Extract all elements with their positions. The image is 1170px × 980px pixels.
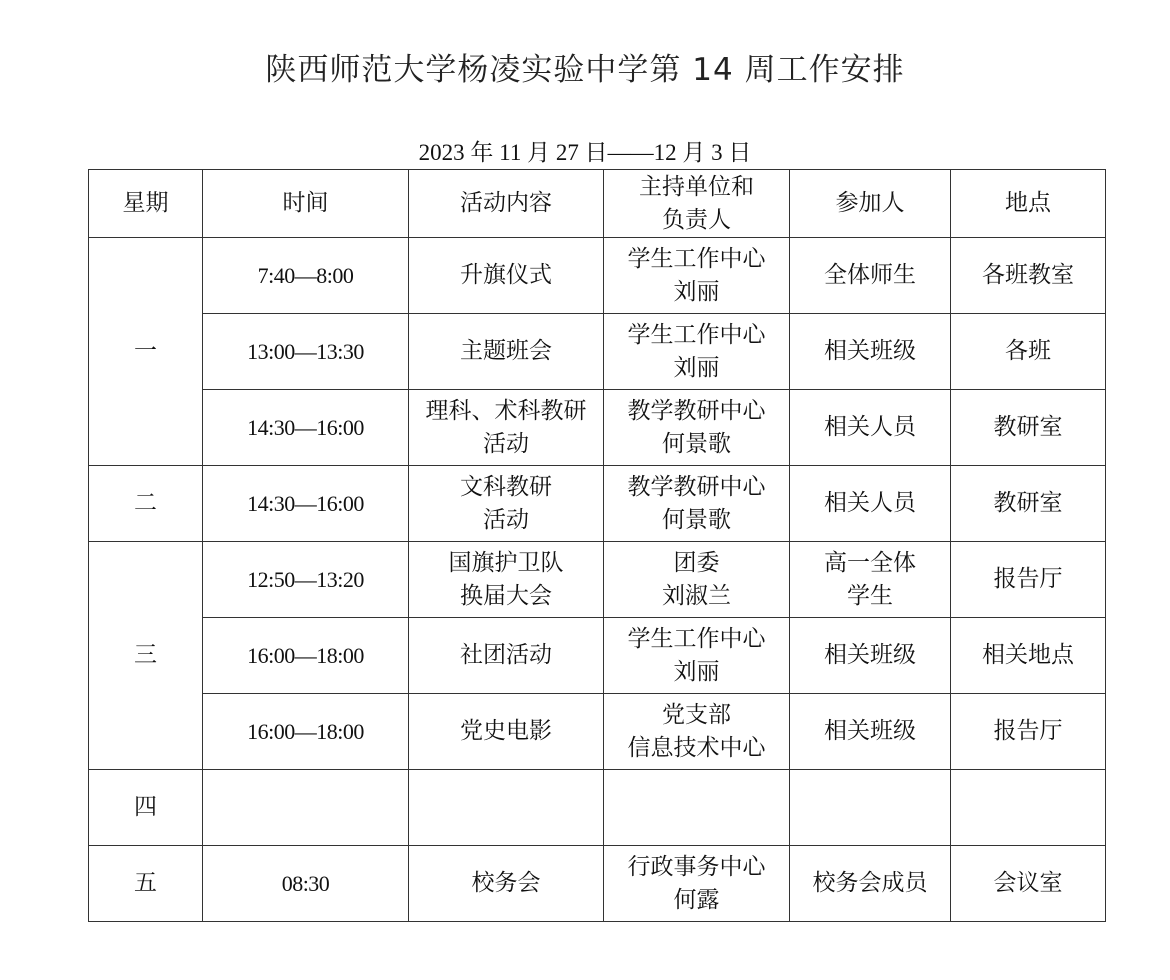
host-cell: [604, 238, 790, 314]
table-row: [89, 238, 1106, 314]
header-host-line2: 负责人: [662, 206, 731, 233]
activity-line: 文科教研: [460, 473, 552, 500]
host-unit: 学生工作中心: [627, 321, 766, 348]
activity-cell: [409, 314, 604, 390]
host-unit: 教学教研中心: [627, 397, 766, 424]
host-unit: 党支部: [662, 701, 731, 728]
participants-cell: [790, 618, 951, 694]
day-cell-monday: 一: [89, 238, 203, 466]
time-cell: 13:00—13:30: [203, 314, 409, 390]
participants-cell: [790, 694, 951, 770]
participants-cell: [790, 238, 951, 314]
header-time: 时间: [203, 170, 409, 238]
location-cell: 报告厅: [951, 542, 1106, 618]
activity-line: 活动: [483, 430, 529, 457]
day-cell-tuesday: 二: [89, 466, 203, 542]
time-cell: 12:50—13:20: [203, 542, 409, 618]
table-header-row: [89, 170, 1106, 238]
activity-line: 活动: [483, 506, 529, 533]
activity-line: 理科、术科教研: [425, 397, 587, 424]
host-unit: 行政事务中心: [627, 853, 766, 880]
host-person: 刘丽: [673, 354, 720, 381]
host-person: 刘丽: [673, 278, 720, 305]
header-host-line1: 主持单位和: [639, 173, 754, 200]
document-title: 陕西师范大学杨凌实验中学第 14 周工作安排: [265, 52, 905, 88]
date-range: 2023 年 11 月 27 日——12 月 3 日: [418, 140, 752, 165]
participants-line: 相关人员: [824, 414, 916, 440]
host-cell: [604, 694, 790, 770]
time-cell: 16:00—18:00: [203, 618, 409, 694]
participants-cell: [790, 542, 951, 618]
location-cell: 会议室: [951, 846, 1106, 922]
header-activity: 活动内容: [409, 170, 604, 238]
table-row: [89, 390, 1106, 466]
host-cell: [604, 846, 790, 922]
activity-cell: [409, 618, 604, 694]
location-cell: 教研室: [951, 390, 1106, 466]
host-person: 何景歌: [662, 430, 731, 457]
host-cell: [604, 314, 790, 390]
host-unit: 团委: [673, 549, 720, 576]
host-cell: [604, 618, 790, 694]
activity-cell: [409, 694, 604, 770]
host-cell: [604, 390, 790, 466]
activity-line: 主题班会: [460, 338, 552, 364]
host-person: 信息技术中心: [627, 734, 766, 761]
participants-cell: [790, 846, 951, 922]
activity-line: 国旗护卫队: [448, 549, 564, 576]
location-cell: [951, 770, 1106, 846]
header-participants: 参加人: [790, 170, 951, 238]
host-unit: 教学教研中心: [627, 473, 766, 500]
activity-line: 党史电影: [460, 718, 552, 744]
activity-cell: [409, 542, 604, 618]
activity-cell: [409, 390, 604, 466]
time-cell: 08:30: [203, 846, 409, 922]
activity-cell: [409, 238, 604, 314]
host-person: 何景歌: [662, 506, 731, 533]
table-row: [89, 314, 1106, 390]
location-cell: 相关地点: [951, 618, 1106, 694]
participants-line: 相关班级: [824, 338, 916, 364]
location-cell: 各班教室: [951, 238, 1106, 314]
time-cell: 16:00—18:00: [203, 694, 409, 770]
table-row: [89, 466, 1106, 542]
table-row: [89, 846, 1106, 922]
header-location: 地点: [951, 170, 1106, 238]
day-cell-thursday: 四: [89, 770, 203, 846]
host-person: 何露: [673, 886, 720, 913]
time-cell: 14:30—16:00: [203, 390, 409, 466]
header-host: [604, 170, 790, 238]
day-cell-friday: 五: [89, 846, 203, 922]
location-cell: 报告厅: [951, 694, 1106, 770]
activity-cell: [409, 846, 604, 922]
host-cell: [604, 770, 790, 846]
time-cell: 7:40—8:00: [203, 238, 409, 314]
table-row: [89, 542, 1106, 618]
participants-cell: [790, 466, 951, 542]
host-cell: [604, 542, 790, 618]
location-cell: 各班: [951, 314, 1106, 390]
host-unit: 学生工作中心: [627, 625, 766, 652]
participants-line: 高一全体: [824, 549, 916, 576]
participants-line: 相关人员: [824, 490, 916, 516]
activity-line: 升旗仪式: [460, 262, 552, 288]
time-cell: [203, 770, 409, 846]
activity-cell: [409, 466, 604, 542]
day-cell-wednesday: 三: [89, 542, 203, 770]
participants-line: 全体师生: [824, 262, 916, 288]
participants-cell: [790, 390, 951, 466]
schedule-table: [88, 169, 1106, 922]
header-day: 星期: [89, 170, 203, 238]
table-row: [89, 618, 1106, 694]
activity-line: 校务会: [471, 870, 541, 896]
table-row: [89, 694, 1106, 770]
participants-line: 相关班级: [824, 642, 916, 668]
participants-cell: [790, 314, 951, 390]
participants-cell: [790, 770, 951, 846]
time-cell: 14:30—16:00: [203, 466, 409, 542]
table-row: [89, 770, 1106, 846]
activity-line: 换届大会: [460, 582, 552, 609]
participants-line: 校务会成员: [812, 870, 928, 896]
location-cell: 教研室: [951, 466, 1106, 542]
host-person: 刘淑兰: [662, 582, 731, 609]
participants-line: 相关班级: [824, 718, 916, 744]
activity-cell: [409, 770, 604, 846]
host-cell: [604, 466, 790, 542]
host-person: 刘丽: [673, 658, 720, 685]
participants-line: 学生: [847, 582, 893, 609]
activity-line: 社团活动: [460, 642, 552, 668]
host-unit: 学生工作中心: [627, 245, 766, 272]
